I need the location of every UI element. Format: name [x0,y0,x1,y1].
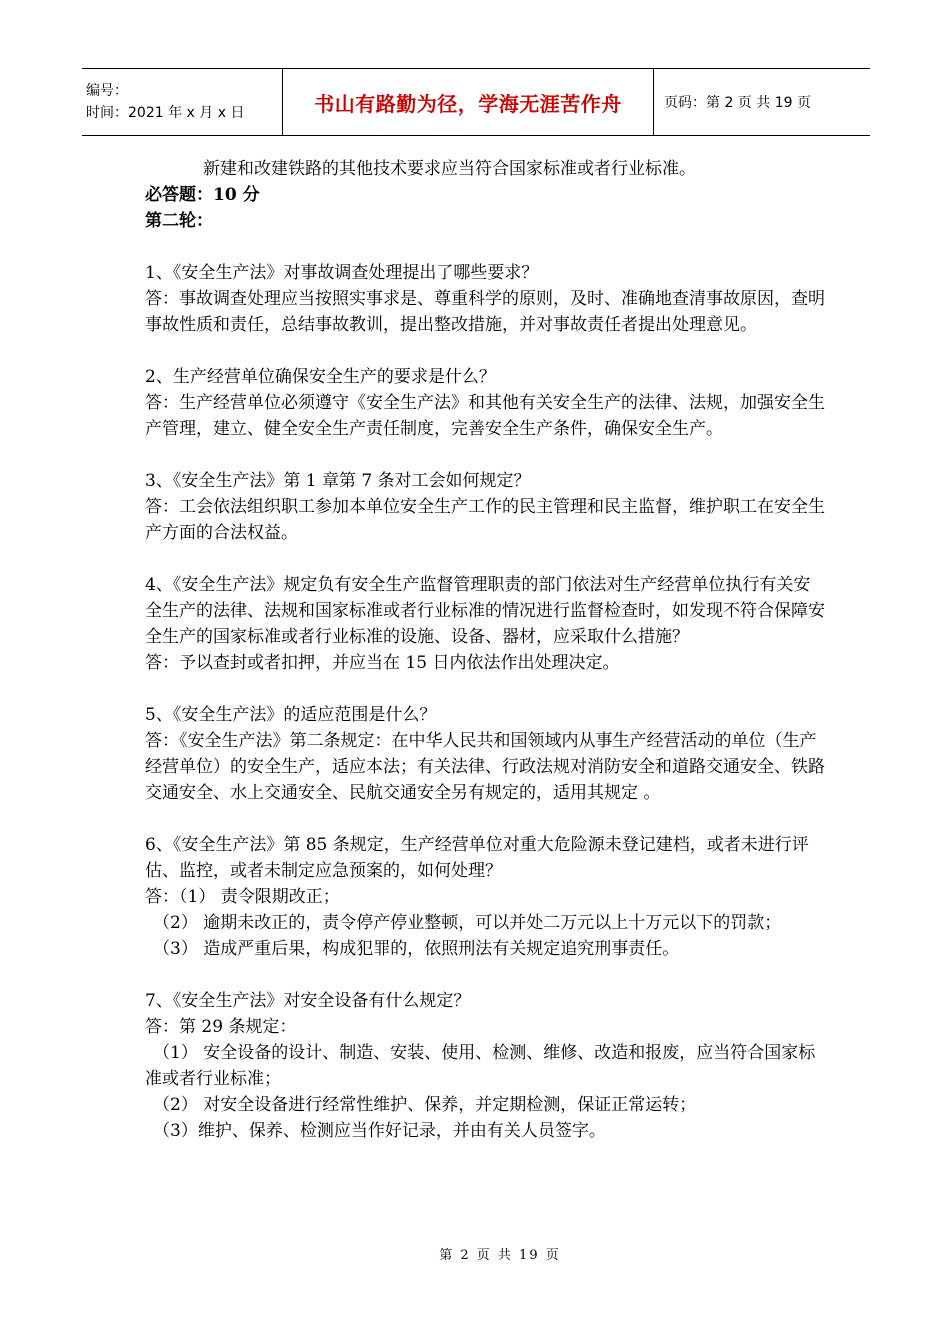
answer: 答：《安全生产法》第二条规定：在中华人民共和国领域内从事生产经营活动的单位（生产经营单位）的安全生产，适应本法；有关法律、行政法规对消防安全和道路交通安全、铁路交通安全、水上交通安全、民航交通安全另有规定的，适用其规定 。 [145,731,825,803]
answer: 答：予以查封或者扣押，并应当在 15 日内依法作出处理决定。 [145,653,620,673]
answer: 答：第 29 条规定： [145,1017,297,1037]
number-label: 编号： [86,83,128,99]
intro-paragraph: 新建和改建铁路的其他技术要求应当符合国家标准或者行业标准。 [203,159,696,179]
qa-item-6 [145,832,825,962]
answer-subitem: （2） 逾期未改正的，责令停产停业整顿，可以并处二万元以上十万元以下的罚款； [153,913,782,933]
page-header [82,68,870,136]
answer-subitem: （1） 安全设备的设计、制造、安装、使用、检测、维修、改造和报废，应当符合国家标准或者行业标准； [145,1043,816,1089]
question: 1、《安全生产法》对事故调查处理提出了哪些要求？ [145,263,539,283]
motto-text: 书山有路勤为径，学海无涯苦作舟 [314,91,622,116]
section-title: 必答题：10 分 [145,185,260,205]
answer-subitem: （3）维护、保养、检测应当作好记录，并由有关人员签字。 [153,1121,606,1141]
qa-item-1 [145,260,825,338]
header-motto-cell [282,69,654,135]
answer-subitem: （2） 对安全设备进行经常性维护、保养，并定期检测，保证正常运转； [153,1095,697,1115]
header-page-cell [654,69,870,135]
document-body [145,156,825,1170]
date-label: 时间：2021 年 x 月 x 日 [86,105,245,121]
qa-item-4 [145,572,825,676]
question: 3、《安全生产法》第 1 章第 7 条对工会如何规定？ [145,471,531,491]
answer: 答：生产经营单位必须遵守《安全生产法》和其他有关安全生产的法律、法规，加强安全生产管理，建立、健全安全生产责任制度，完善安全生产条件，确保安全生产。 [145,393,825,439]
qa-item-2 [145,364,825,442]
question: 5、《安全生产法》的适应范围是什么？ [145,705,437,725]
page-footer: 第 2 页 共 19 页 [439,1248,561,1263]
answer: 答：（1） 责令限期改正； [145,887,340,907]
spacer [145,234,825,260]
question: 6、《安全生产法》第 85 条规定，生产经营单位对重大危险源未登记建档，或者未进行评估、监控，或者未制定应急预案的，如何处理？ [145,835,809,881]
question: 4、《安全生产法》规定负有安全生产监督管理职责的部门依法对生产经营单位执行有关安全生产的法律、法规和国家标准或者行业标准的情况进行监督检查时，如发现不符合保障安全生产的国家标准或者行业标准的设施、设备、器材，应采取什么措施？ [145,575,825,647]
header-meta [82,69,282,135]
qa-item-5 [145,702,825,806]
question: 2、生产经营单位确保安全生产的要求是什么？ [145,367,496,387]
round-title: 第二轮： [145,211,213,231]
qa-item-3 [145,468,825,546]
answer-subitem: （3） 造成严重后果，构成犯罪的，依照刑法有关规定追究刑事责任。 [153,939,680,959]
answer: 答：工会依法组织职工参加本单位安全生产工作的民主管理和民主监督，维护职工在安全生产方面的合法权益。 [145,497,825,543]
question: 7、《安全生产法》对安全设备有什么规定？ [145,991,471,1011]
page-info: 页码：第 2 页 共 19 页 [664,95,811,111]
answer: 答：事故调查处理应当按照实事求是、尊重科学的原则，及时、准确地查清事故原因，查明事故性质和责任，总结事故教训，提出整改措施，并对事故责任者提出处理意见。 [145,289,825,335]
qa-item-7 [145,988,825,1144]
